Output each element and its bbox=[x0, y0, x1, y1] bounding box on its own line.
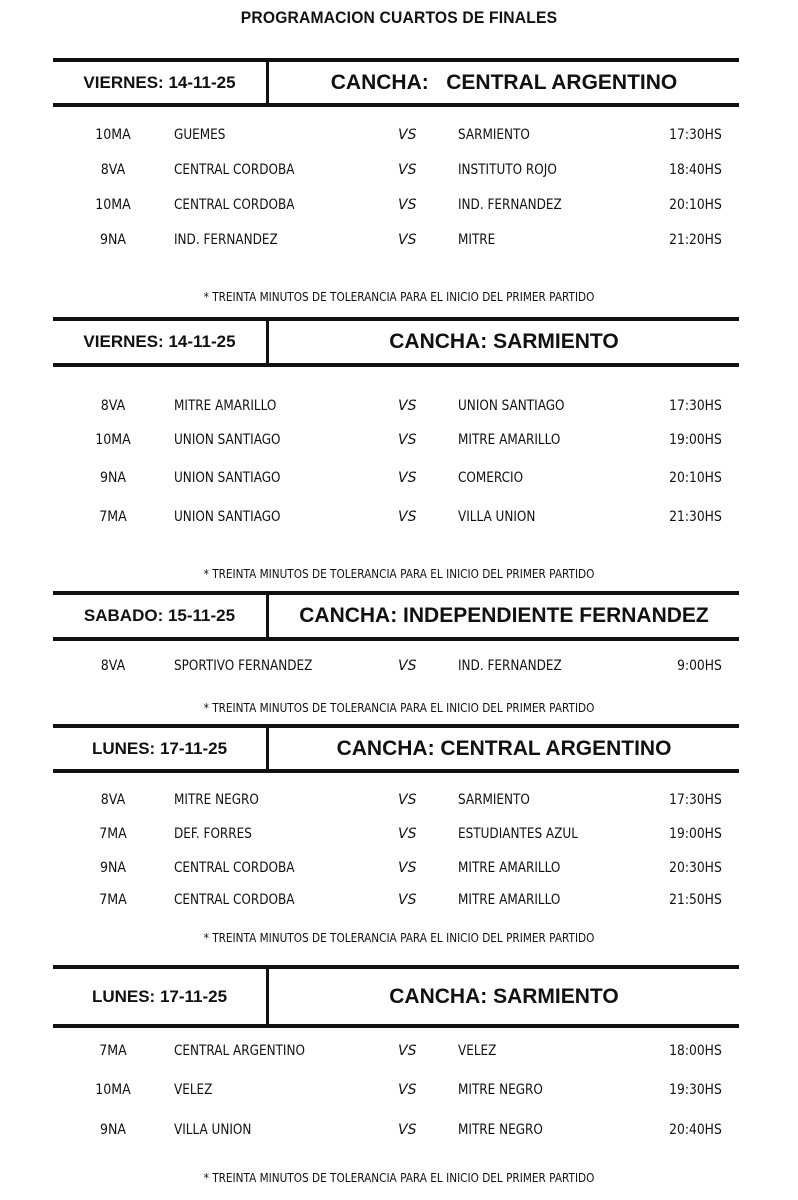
match-team-away: ESTUDIANTES AZUL bbox=[458, 826, 578, 842]
match-team-away: MITRE bbox=[458, 232, 496, 248]
match-time: 20:10HS bbox=[669, 197, 722, 213]
match-category: 8VA bbox=[100, 658, 126, 674]
match-team-home: CENTRAL CORDOBA bbox=[174, 860, 295, 876]
match-vs: VS bbox=[398, 792, 417, 808]
match-team-home: CENTRAL CORDOBA bbox=[174, 892, 295, 908]
match-team-home: UNION SANTIAGO bbox=[174, 509, 281, 525]
match-vs: VS bbox=[398, 1043, 417, 1059]
tolerance-note: * TREINTA MINUTOS DE TOLERANCIA PARA EL INICIO DEL PRIMER PARTIDO bbox=[203, 1170, 595, 1185]
match-row bbox=[0, 788, 798, 812]
tolerance-note: * TREINTA MINUTOS DE TOLERANCIA PARA EL INICIO DEL PRIMER PARTIDO bbox=[203, 700, 595, 715]
match-team-home: UNION SANTIAGO bbox=[174, 432, 281, 448]
match-team-away: VILLA UNION bbox=[458, 509, 536, 525]
match-category: 10MA bbox=[95, 1082, 131, 1098]
match-team-away: SARMIENTO bbox=[458, 792, 530, 808]
match-row bbox=[0, 228, 798, 252]
match-row bbox=[0, 856, 798, 880]
match-team-away: MITRE AMARILLO bbox=[458, 892, 561, 908]
match-time: 21:50HS bbox=[669, 892, 722, 908]
match-row bbox=[0, 1118, 798, 1142]
match-time: 17:30HS bbox=[669, 792, 722, 808]
match-team-home: GUEMES bbox=[174, 127, 226, 143]
section-header bbox=[53, 591, 739, 641]
match-row bbox=[0, 888, 798, 912]
match-time: 17:30HS bbox=[669, 127, 722, 143]
match-team-home: UNION SANTIAGO bbox=[174, 470, 281, 486]
section-cancha: CANCHA: SARMIENTO bbox=[389, 330, 619, 353]
match-vs: VS bbox=[398, 658, 417, 674]
match-vs: VS bbox=[398, 826, 417, 842]
match-category: 8VA bbox=[100, 792, 126, 808]
match-team-home: CENTRAL CORDOBA bbox=[174, 197, 295, 213]
match-vs: VS bbox=[398, 860, 417, 876]
page-title: PROGRAMACION CUARTOS DE FINALES bbox=[240, 8, 558, 27]
match-vs: VS bbox=[398, 432, 417, 448]
match-time: 21:30HS bbox=[669, 509, 722, 525]
match-team-away: MITRE NEGRO bbox=[458, 1082, 543, 1098]
match-vs: VS bbox=[398, 470, 417, 486]
match-category: 7MA bbox=[99, 892, 127, 908]
section-header bbox=[53, 724, 739, 773]
match-time: 21:20HS bbox=[669, 232, 722, 248]
section-cancha: CANCHA: INDEPENDIENTE FERNANDEZ bbox=[299, 604, 709, 627]
match-row bbox=[0, 466, 798, 490]
match-vs: VS bbox=[398, 127, 417, 143]
section-date: VIERNES: 14-11-25 bbox=[53, 62, 269, 103]
match-time: 20:40HS bbox=[669, 1122, 722, 1138]
match-team-away: SARMIENTO bbox=[458, 127, 530, 143]
match-time: 19:00HS bbox=[669, 826, 722, 842]
match-vs: VS bbox=[398, 509, 417, 525]
match-vs: VS bbox=[398, 1122, 417, 1138]
match-time: 20:30HS bbox=[669, 860, 722, 876]
match-time: 18:00HS bbox=[669, 1043, 722, 1059]
match-category: 10MA bbox=[95, 197, 131, 213]
match-category: 9NA bbox=[99, 470, 127, 486]
match-team-away: INSTITUTO ROJO bbox=[458, 162, 557, 178]
match-team-away: VELEZ bbox=[458, 1043, 497, 1059]
section-cancha: CANCHA: CENTRAL ARGENTINO bbox=[336, 736, 672, 760]
match-vs: VS bbox=[398, 197, 417, 213]
match-team-home: VILLA UNION bbox=[174, 1122, 252, 1138]
match-time: 19:30HS bbox=[669, 1082, 722, 1098]
section-date: LUNES: 17-11-25 bbox=[53, 969, 269, 1024]
match-team-away: UNION SANTIAGO bbox=[458, 398, 565, 414]
match-row bbox=[0, 1078, 798, 1102]
match-team-home: IND. FERNANDEZ bbox=[174, 232, 278, 248]
match-category: 8VA bbox=[100, 162, 126, 178]
match-category: 9NA bbox=[99, 860, 127, 876]
match-time: 17:30HS bbox=[669, 398, 722, 414]
match-team-home: DEF. FORRES bbox=[174, 826, 252, 842]
section-header bbox=[53, 965, 739, 1028]
match-row bbox=[0, 158, 798, 182]
match-category: 7MA bbox=[99, 826, 127, 842]
section-cancha: CANCHA: CENTRAL ARGENTINO bbox=[330, 70, 678, 94]
match-team-home: CENTRAL ARGENTINO bbox=[174, 1043, 305, 1059]
match-category: 9NA bbox=[99, 232, 127, 248]
match-time: 18:40HS bbox=[669, 162, 722, 178]
match-category: 9NA bbox=[99, 1122, 127, 1138]
match-team-away: IND. FERNANDEZ bbox=[458, 197, 562, 213]
match-vs: VS bbox=[398, 162, 417, 178]
match-time: 19:00HS bbox=[669, 432, 722, 448]
match-category: 8VA bbox=[100, 398, 126, 414]
match-time: 9:00HS bbox=[677, 658, 722, 674]
match-vs: VS bbox=[398, 892, 417, 908]
match-team-home: SPORTIVO FERNANDEZ bbox=[174, 658, 313, 674]
section-header bbox=[53, 58, 739, 107]
match-team-away: MITRE NEGRO bbox=[458, 1122, 543, 1138]
match-row bbox=[0, 1039, 798, 1063]
match-vs: VS bbox=[398, 232, 417, 248]
match-team-home: VELEZ bbox=[174, 1082, 213, 1098]
match-row bbox=[0, 822, 798, 846]
match-row bbox=[0, 505, 798, 529]
section-header bbox=[53, 317, 739, 367]
match-category: 7MA bbox=[99, 509, 127, 525]
match-team-home: MITRE NEGRO bbox=[174, 792, 259, 808]
match-category: 7MA bbox=[99, 1043, 127, 1059]
match-row bbox=[0, 654, 798, 678]
match-row bbox=[0, 193, 798, 217]
match-team-away: MITRE AMARILLO bbox=[458, 432, 561, 448]
tolerance-note: * TREINTA MINUTOS DE TOLERANCIA PARA EL INICIO DEL PRIMER PARTIDO bbox=[203, 566, 595, 581]
section-date: SABADO: 15-11-25 bbox=[53, 595, 269, 637]
match-vs: VS bbox=[398, 1082, 417, 1098]
match-team-away: MITRE AMARILLO bbox=[458, 860, 561, 876]
tolerance-note: * TREINTA MINUTOS DE TOLERANCIA PARA EL INICIO DEL PRIMER PARTIDO bbox=[203, 930, 595, 945]
match-team-away: COMERCIO bbox=[458, 470, 524, 486]
match-row bbox=[0, 123, 798, 147]
match-row bbox=[0, 428, 798, 452]
match-time: 20:10HS bbox=[669, 470, 722, 486]
match-vs: VS bbox=[398, 398, 417, 414]
section-date: LUNES: 17-11-25 bbox=[53, 728, 269, 769]
match-category: 10MA bbox=[95, 127, 131, 143]
match-category: 10MA bbox=[95, 432, 131, 448]
tolerance-note: * TREINTA MINUTOS DE TOLERANCIA PARA EL INICIO DEL PRIMER PARTIDO bbox=[203, 289, 595, 304]
match-row bbox=[0, 394, 798, 418]
match-team-away: IND. FERNANDEZ bbox=[458, 658, 562, 674]
section-date: VIERNES: 14-11-25 bbox=[53, 321, 269, 363]
section-cancha: CANCHA: SARMIENTO bbox=[389, 984, 619, 1008]
match-team-home: MITRE AMARILLO bbox=[174, 398, 277, 414]
match-team-home: CENTRAL CORDOBA bbox=[174, 162, 295, 178]
